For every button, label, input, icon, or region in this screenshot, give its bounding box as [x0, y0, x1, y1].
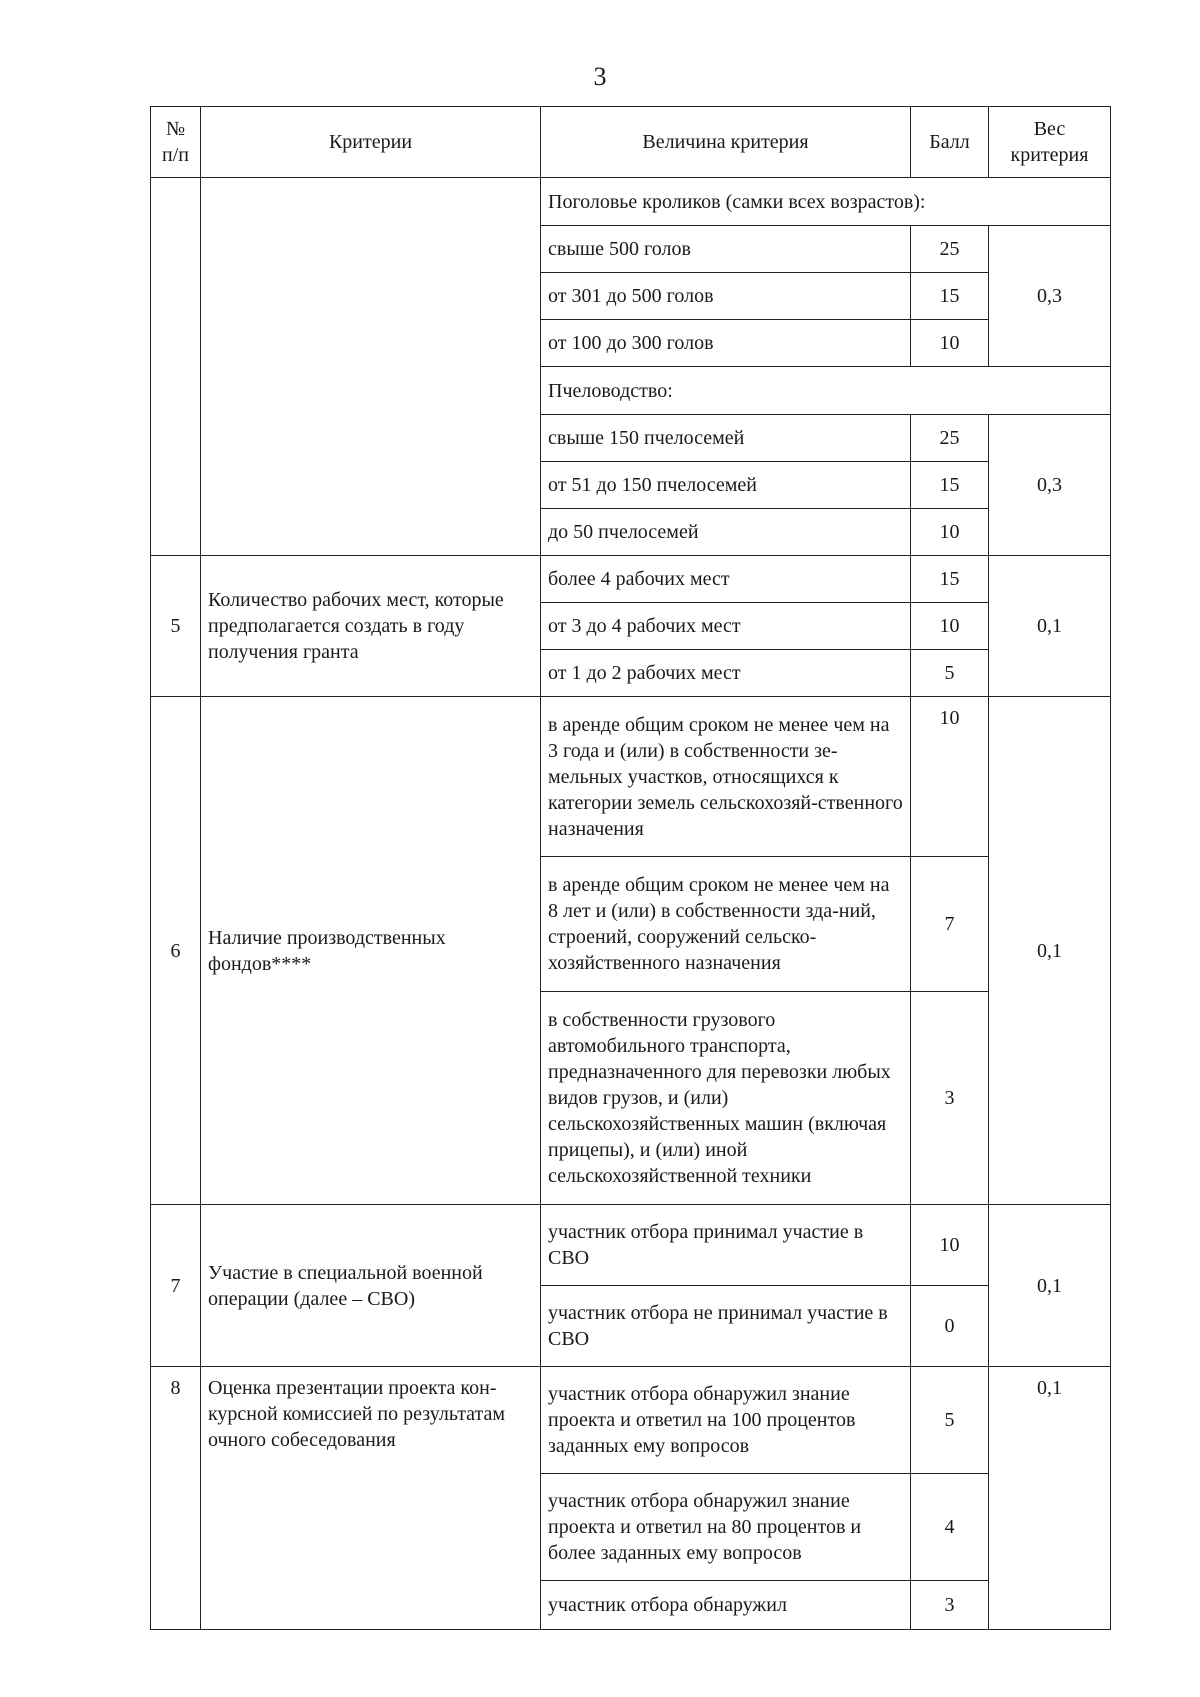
cell-value: от 1 до 2 рабочих мест [541, 650, 911, 697]
cell-score: 15 [911, 462, 989, 509]
cell-weight: 0,3 [989, 226, 1111, 367]
cell-score: 10 [911, 320, 989, 367]
cell-value: в аренде общим сроком не менее чем на 3 года и (или) в собственности зе-мельных участков, относящихся к категории земель сельскохозяй-ственного назначения [541, 697, 911, 857]
cell-value: от 3 до 4 рабочих мест [541, 603, 911, 650]
bees-header: Пчеловодство: [541, 367, 1111, 415]
cell-score: 5 [911, 1367, 989, 1474]
table-row [151, 1205, 1111, 1286]
header-criteria: Критерии [201, 107, 541, 178]
cell-value: до 50 пчелосемей [541, 509, 911, 556]
cell-score: 10 [911, 1205, 989, 1286]
cell-weight: 0,1 [989, 1367, 1111, 1630]
cell-criterion: Оценка презентации проекта кон-курсной комиссией по результатам очного собеседования [201, 1367, 541, 1630]
cell-value: участник отбора принимал участие в СВО [541, 1205, 911, 1286]
cell-score: 5 [911, 650, 989, 697]
cell-value: от 51 до 150 пчелосемей [541, 462, 911, 509]
page-number: 3 [593, 62, 607, 91]
cell-value: участник отбора обнаружил знание проекта и ответил на 100 процентов заданных ему вопросов [541, 1367, 911, 1474]
cell-value: участник отбора обнаружил [541, 1581, 911, 1630]
cell-criterion: Участие в специальной военной операции (далее – СВО) [201, 1205, 541, 1367]
cell-score: 10 [911, 697, 989, 857]
cell-score: 15 [911, 273, 989, 320]
cell-num-continued [151, 178, 201, 556]
cell-criterion-continued [201, 178, 541, 556]
cell-value: от 100 до 300 голов [541, 320, 911, 367]
cell-weight: 0,1 [989, 1205, 1111, 1367]
cell-score: 3 [911, 1581, 989, 1630]
cell-score: 0 [911, 1286, 989, 1367]
rabbits-header: Поголовье кроликов (самки всех возрастов): [541, 178, 1111, 226]
cell-score: 25 [911, 415, 989, 462]
cell-score: 15 [911, 556, 989, 603]
header-value: Величина критерия [541, 107, 911, 178]
table-row [151, 178, 1111, 226]
header-weight: Вес критерия [989, 107, 1111, 178]
cell-score: 10 [911, 509, 989, 556]
cell-score: 7 [911, 857, 989, 992]
cell-value: от 301 до 500 голов [541, 273, 911, 320]
cell-num: 8 [151, 1367, 201, 1630]
cell-score: 25 [911, 226, 989, 273]
cell-value: в собственности грузового автомобильного транспорта, предназначенного для перевозки любых видов грузов, и (или) сельскохозяйственных машин (включая прицепы), и (или) иной сельскохозяйственной техники [541, 992, 911, 1205]
cell-score: 4 [911, 1474, 989, 1581]
header-num: № п/п [151, 107, 201, 178]
cell-num: 5 [151, 556, 201, 697]
header-row [151, 107, 1111, 178]
table-row [151, 697, 1111, 857]
cell-value: более 4 рабочих мест [541, 556, 911, 603]
cell-weight: 0,3 [989, 415, 1111, 556]
cell-criterion: Наличие производственных фондов**** [201, 697, 541, 1205]
cell-criterion: Количество рабочих мест, которые предполагается создать в году получения гранта [201, 556, 541, 697]
criteria-table [150, 106, 1111, 1630]
cell-num: 7 [151, 1205, 201, 1367]
table-row [151, 556, 1111, 603]
cell-score: 3 [911, 992, 989, 1205]
cell-score: 10 [911, 603, 989, 650]
cell-value: в аренде общим сроком не менее чем на 8 лет и (или) в собственности зда-ний, строений, сооружений сельско-хозяйственного назначения [541, 857, 911, 992]
cell-num: 6 [151, 697, 201, 1205]
cell-value: свыше 500 голов [541, 226, 911, 273]
header-score: Балл [911, 107, 989, 178]
table-row [151, 1367, 1111, 1474]
cell-value: участник отбора обнаружил знание проекта и ответил на 80 процентов и более заданных ему вопросов [541, 1474, 911, 1581]
cell-value: свыше 150 пчелосемей [541, 415, 911, 462]
cell-weight: 0,1 [989, 697, 1111, 1205]
cell-weight: 0,1 [989, 556, 1111, 697]
cell-value: участник отбора не принимал участие в СВО [541, 1286, 911, 1367]
